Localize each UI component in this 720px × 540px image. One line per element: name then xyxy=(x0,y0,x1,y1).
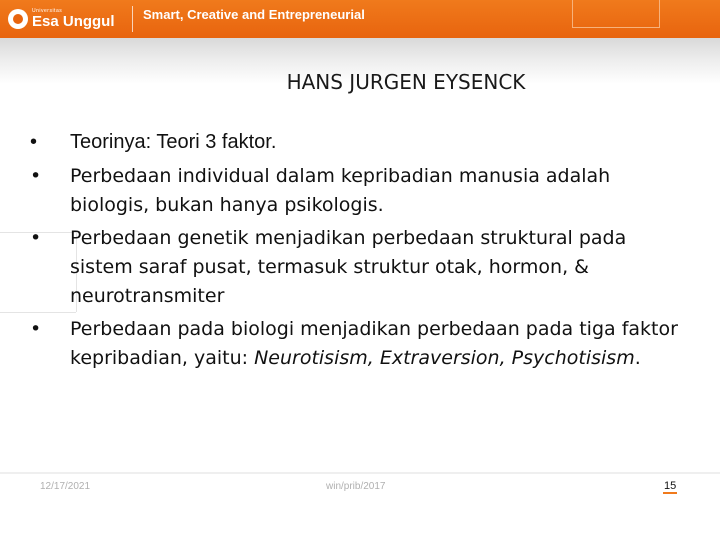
bullet-text-italic: Neurotisism, Extraversion, Psychotisism xyxy=(254,347,635,369)
bullet-text: Perbedaan pada biologi menjadikan perbedaan pada tiga faktor kepribadian, yaitu: xyxy=(70,318,678,369)
page-number: 15 xyxy=(664,480,677,492)
bullet-text: Perbedaan genetik menjadikan perbedaan struktural pada sistem saraf pusat, termasuk struktur otak, hormon, & neurotransmiter xyxy=(70,227,627,307)
header-banner xyxy=(0,0,720,38)
bullet-dot-icon: • xyxy=(30,318,42,340)
footer-center-text: win/prib/2017 xyxy=(326,481,386,492)
tagline: Smart, Creative and Entrepreneurial xyxy=(143,7,365,22)
bullet-item xyxy=(28,224,688,311)
footer-date: 12/17/2021 xyxy=(40,481,91,492)
bullet-text-end: . xyxy=(634,347,641,369)
university-logo xyxy=(8,3,126,35)
logo-name: Esa Unggul xyxy=(32,13,115,30)
bullet-dot-icon: • xyxy=(30,165,42,187)
bullet-dot-icon: • xyxy=(30,131,38,153)
banner-frame-decoration xyxy=(572,0,660,28)
bullet-text: Teorinya: Teori 3 faktor. xyxy=(70,131,277,153)
slide-title: HANS JURGEN EYSENCK xyxy=(286,70,526,94)
bullet-dot-icon: • xyxy=(30,227,42,249)
bullet-text: Perbedaan individual dalam kepribadian manusia adalah biologis, bukan hanya psikologis. xyxy=(70,165,611,216)
bullet-item xyxy=(28,162,688,220)
logo-subtitle: Universitas xyxy=(32,8,63,14)
bullet-list xyxy=(28,128,688,377)
banner-divider xyxy=(132,6,133,32)
bullet-item xyxy=(28,315,688,373)
logo-emblem-icon xyxy=(8,9,28,29)
bullet-item xyxy=(28,128,688,157)
footer-divider xyxy=(0,472,720,474)
